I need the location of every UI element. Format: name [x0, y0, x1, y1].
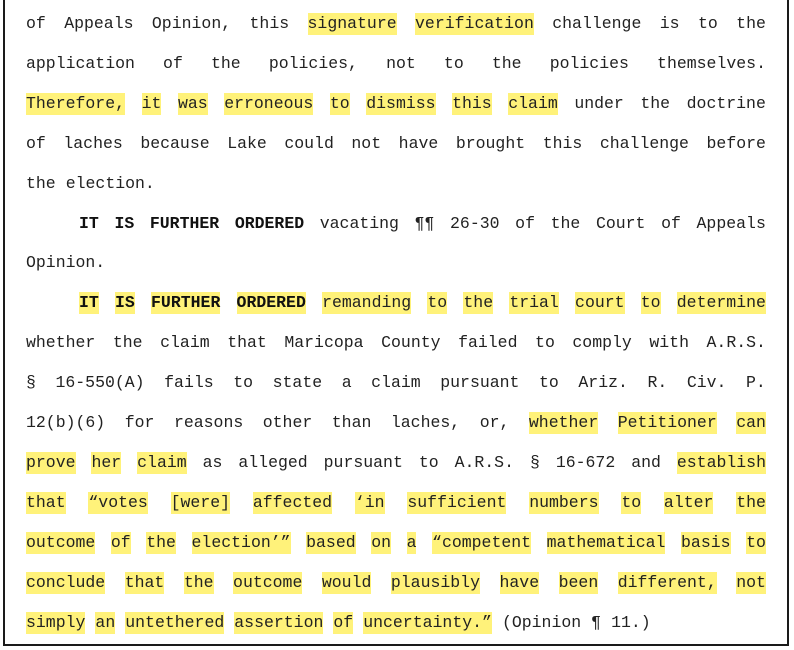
highlighted-word: would [321, 572, 372, 592]
highlighted-word: mathematical [546, 532, 666, 552]
word: to [697, 14, 718, 33]
word: challenge [599, 133, 689, 153]
highlighted-word: dismiss [366, 93, 436, 113]
highlighted-word: prove [26, 452, 76, 472]
word: Ariz. [578, 373, 628, 393]
highlighted-word: plausibly [390, 572, 480, 592]
highlighted-word: outcome [233, 572, 303, 592]
highlighted-word: ORDERED [236, 293, 306, 313]
word: a [341, 373, 352, 393]
word: or, [479, 413, 510, 432]
text-line [26, 213, 766, 235]
word: the [26, 173, 56, 193]
text-line [26, 372, 766, 394]
word: the [736, 14, 766, 33]
highlighted-word: was [177, 93, 208, 113]
highlighted-word: determine [676, 293, 766, 313]
word: Appeals [64, 14, 134, 33]
word: of [515, 213, 535, 233]
word: doctrine [686, 93, 766, 113]
word: R. [647, 373, 668, 393]
text-line [26, 532, 766, 554]
text-line [26, 492, 766, 514]
highlighted-word: to [329, 93, 350, 113]
word: (Opinion [501, 612, 582, 632]
highlighted-word: “competent [432, 532, 532, 552]
word: the [112, 333, 143, 353]
word: Court [595, 213, 646, 233]
word: ¶¶ [414, 213, 435, 233]
word: to [233, 373, 254, 393]
highlighted-word: assertion [234, 612, 324, 632]
word: of [661, 213, 681, 233]
word: 12(b)(6) [26, 413, 106, 432]
highlighted-word: basis [681, 532, 731, 552]
text-line [26, 612, 766, 634]
highlighted-word: a [406, 532, 417, 552]
highlighted-word: affected [252, 492, 333, 512]
highlighted-word: sufficient [407, 492, 507, 512]
highlighted-word: whether [528, 413, 599, 432]
highlighted-word: election’” [191, 532, 291, 552]
word: policies, [268, 53, 358, 73]
word: application [26, 53, 135, 73]
word: Opinion, [151, 14, 232, 33]
highlighted-word: of [333, 612, 354, 632]
highlighted-word: to [621, 492, 642, 512]
highlighted-word: this [452, 93, 492, 113]
word: other [262, 413, 313, 432]
highlighted-word: uncertainty.” [363, 612, 492, 632]
word: policies [549, 53, 629, 73]
word: to [535, 333, 555, 353]
highlighted-word: “votes [88, 492, 148, 512]
word: § [26, 373, 36, 393]
word: laches [63, 133, 123, 153]
word: Lake [227, 133, 267, 153]
highlighted-word: her [91, 452, 122, 472]
word: this [249, 14, 290, 33]
highlighted-word: the [146, 532, 176, 552]
text-line [26, 252, 766, 274]
word: have [398, 133, 439, 153]
word: A.R.S. [454, 452, 514, 472]
highlighted-word: alter [663, 492, 714, 512]
highlighted-word: simply [26, 612, 86, 632]
highlighted-word: [were] [170, 492, 231, 512]
word: claim [371, 373, 421, 393]
word: IS [114, 213, 135, 233]
word: before [706, 133, 766, 153]
word: laches, [390, 413, 461, 432]
word: ¶ [591, 612, 602, 632]
word: challenge [552, 14, 642, 33]
highlighted-word: court [575, 293, 625, 313]
highlighted-word: numbers [529, 492, 599, 512]
word: election. [65, 173, 155, 193]
word: this [542, 133, 583, 153]
word: the [640, 93, 671, 113]
highlighted-word: an [95, 612, 116, 632]
word: to [443, 53, 464, 73]
word: pursuant [323, 452, 403, 472]
highlighted-word: erroneous [224, 93, 314, 113]
text-line [26, 412, 766, 434]
text-line [26, 572, 766, 594]
word: of [26, 14, 46, 33]
word: § [529, 452, 540, 472]
word: reasons [173, 413, 244, 432]
word: of [163, 53, 183, 73]
word: 16-672 [555, 452, 616, 472]
word: Civ. [686, 373, 727, 393]
word: state [272, 373, 323, 393]
highlighted-word: have [499, 572, 540, 592]
highlighted-word: conclude [26, 572, 106, 592]
highlighted-word: remanding [322, 293, 412, 313]
highlighted-word: on [371, 532, 392, 552]
word: comply [572, 333, 632, 353]
word: Appeals [696, 213, 766, 233]
word: to [418, 452, 439, 472]
highlighted-word: can [736, 413, 766, 432]
highlighted-word: verification [415, 14, 534, 33]
text-line [26, 292, 766, 314]
word: with [649, 333, 689, 353]
highlighted-word: Petitioner [617, 413, 717, 432]
highlighted-word: ‘in [354, 492, 385, 512]
highlighted-word: that [26, 492, 66, 512]
word: not [351, 133, 382, 153]
highlighted-word: the [183, 572, 214, 592]
highlighted-word: based [306, 532, 356, 552]
word: claim [160, 333, 210, 353]
word: and [631, 452, 661, 472]
highlighted-word: of [110, 532, 131, 552]
word: alleged [238, 452, 308, 472]
text-line [26, 452, 766, 474]
word: the [210, 53, 241, 73]
word: could [284, 133, 334, 153]
word: FURTHER [149, 213, 220, 233]
word: 26-30 [450, 213, 500, 233]
word: whether [26, 333, 96, 353]
highlighted-word: been [558, 572, 599, 592]
word: pursuant [440, 373, 520, 393]
highlighted-word: it [141, 93, 162, 113]
highlighted-word: different, [617, 572, 717, 592]
highlighted-word: to [427, 293, 448, 313]
word: than [331, 413, 372, 432]
word: as [202, 452, 223, 472]
word: themselves. [657, 53, 766, 73]
word: vacating [319, 213, 399, 233]
highlighted-word: to [640, 293, 661, 313]
highlighted-word: that [124, 572, 165, 592]
word: under [574, 93, 624, 113]
text-line [26, 13, 766, 35]
highlighted-word: FURTHER [151, 293, 221, 313]
word: to [539, 373, 559, 393]
word: brought [455, 133, 526, 153]
highlighted-word: not [736, 572, 766, 592]
word: Maricopa [284, 333, 364, 353]
highlighted-word: claim [137, 452, 187, 472]
text-line [26, 93, 766, 115]
word: fails [164, 373, 214, 393]
word: that [227, 333, 267, 353]
highlighted-word: to [746, 532, 766, 552]
word: because [140, 133, 210, 153]
highlighted-word: untethered [125, 612, 225, 632]
highlighted-word: outcome [26, 532, 96, 552]
text-line [26, 332, 766, 354]
highlighted-word: claim [508, 93, 558, 113]
highlighted-word: trial [509, 293, 559, 313]
highlighted-word: Therefore, [26, 93, 126, 113]
word: P. [746, 373, 766, 393]
word: 11.) [611, 612, 651, 632]
text-line [26, 173, 766, 195]
word: ORDERED [234, 213, 305, 233]
highlighted-word: IT [79, 293, 99, 313]
highlighted-word: the [463, 293, 494, 313]
word: is [659, 14, 680, 33]
word: A.R.S. [706, 333, 766, 353]
highlighted-word: the [736, 492, 766, 512]
word: failed [458, 333, 518, 353]
text-line [26, 133, 766, 155]
highlighted-word: establish [676, 452, 766, 472]
highlighted-word: signature [307, 14, 397, 33]
word: for [124, 413, 155, 432]
word: the [550, 213, 581, 233]
word: County [381, 333, 441, 353]
word: of [26, 133, 46, 153]
word: Opinion. [26, 253, 106, 273]
word: 16-550(A) [55, 373, 145, 393]
word: IT [79, 213, 99, 233]
highlighted-word: IS [115, 293, 135, 313]
text-line [26, 53, 766, 75]
word: the [491, 53, 522, 73]
word: not [386, 53, 416, 73]
